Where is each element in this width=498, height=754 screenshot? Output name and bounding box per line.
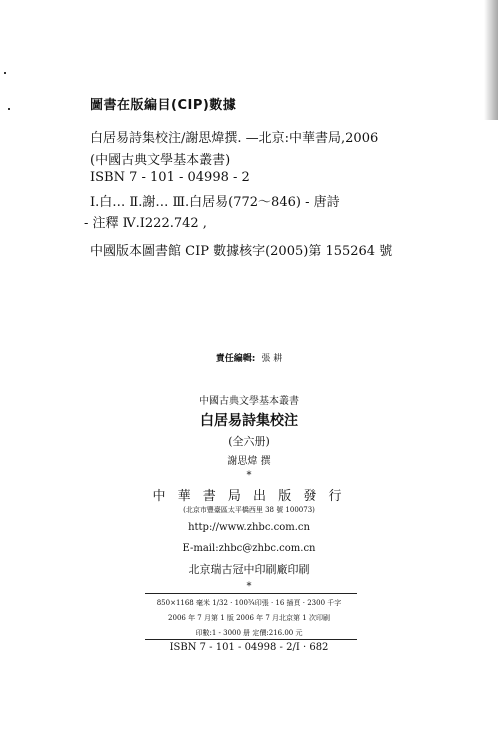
author-line: 謝思煒 撰 (227, 456, 271, 467)
cip-title: 圖書在版編目(CIP)數據 (90, 98, 237, 113)
print-run-price: 印數:1 - 3000 册 定價:216.00 元 (195, 629, 303, 637)
separator-star: * (246, 581, 252, 592)
divider-rule (145, 593, 357, 594)
publisher-line: 中 華 書 局 出 版 發 行 (152, 489, 346, 504)
publisher-url: http://www.zhbc.com.cn (188, 522, 310, 533)
volume-count: (全六册) (228, 435, 270, 448)
separator-star: * (246, 470, 252, 481)
cip-series-line: (中國古典文學基本叢書) (90, 153, 231, 168)
divider-rule (145, 639, 357, 640)
series-name: 中國古典文學基本叢書 (199, 396, 299, 407)
cip-isbn-line: ISBN 7 - 101 - 04998 - 2 (90, 170, 250, 185)
book-title: 白居易詩集校注 (200, 413, 298, 429)
format-specs: 850×1168 毫米 1/32 · 100¾印張 · 16 插頁 · 2300 千字 (156, 599, 342, 607)
cip-subject-line-continued: - 注釋 Ⅳ.I222.742 , (84, 216, 207, 231)
responsible-editor (0, 351, 498, 364)
editor-name: 張 耕 (261, 354, 283, 364)
cip-record-number: 中國版本圖書館 CIP 數據核字(2005)第 155264 號 (90, 244, 393, 259)
scan-speck (4, 72, 6, 74)
scan-speck (8, 108, 10, 110)
editor-label: 責任編輯: (215, 354, 256, 364)
scan-shadow (484, 0, 498, 120)
printer-line: 北京瑞古冠中印刷廠印刷 (188, 563, 310, 576)
cip-subject-line: Ⅰ.白… Ⅱ.謝… Ⅲ.白居易(772～846) - 唐詩 (90, 195, 340, 210)
edition-info: 2006 年 7 月第 1 版 2006 年 7 月北京第 1 次印刷 (168, 614, 330, 622)
publisher-address: (北京市豐臺區太平橋西里 38 號 100073) (183, 506, 315, 514)
publisher-email: E-mail:zhbc@zhbc.com.cn (182, 543, 316, 554)
cip-bibliographic-line: 白居易詩集校注/謝思煒撰. —北京:中華書局,2006 (90, 131, 379, 146)
isbn-code: ISBN 7 - 101 - 04998 - 2/I · 682 (169, 642, 329, 653)
